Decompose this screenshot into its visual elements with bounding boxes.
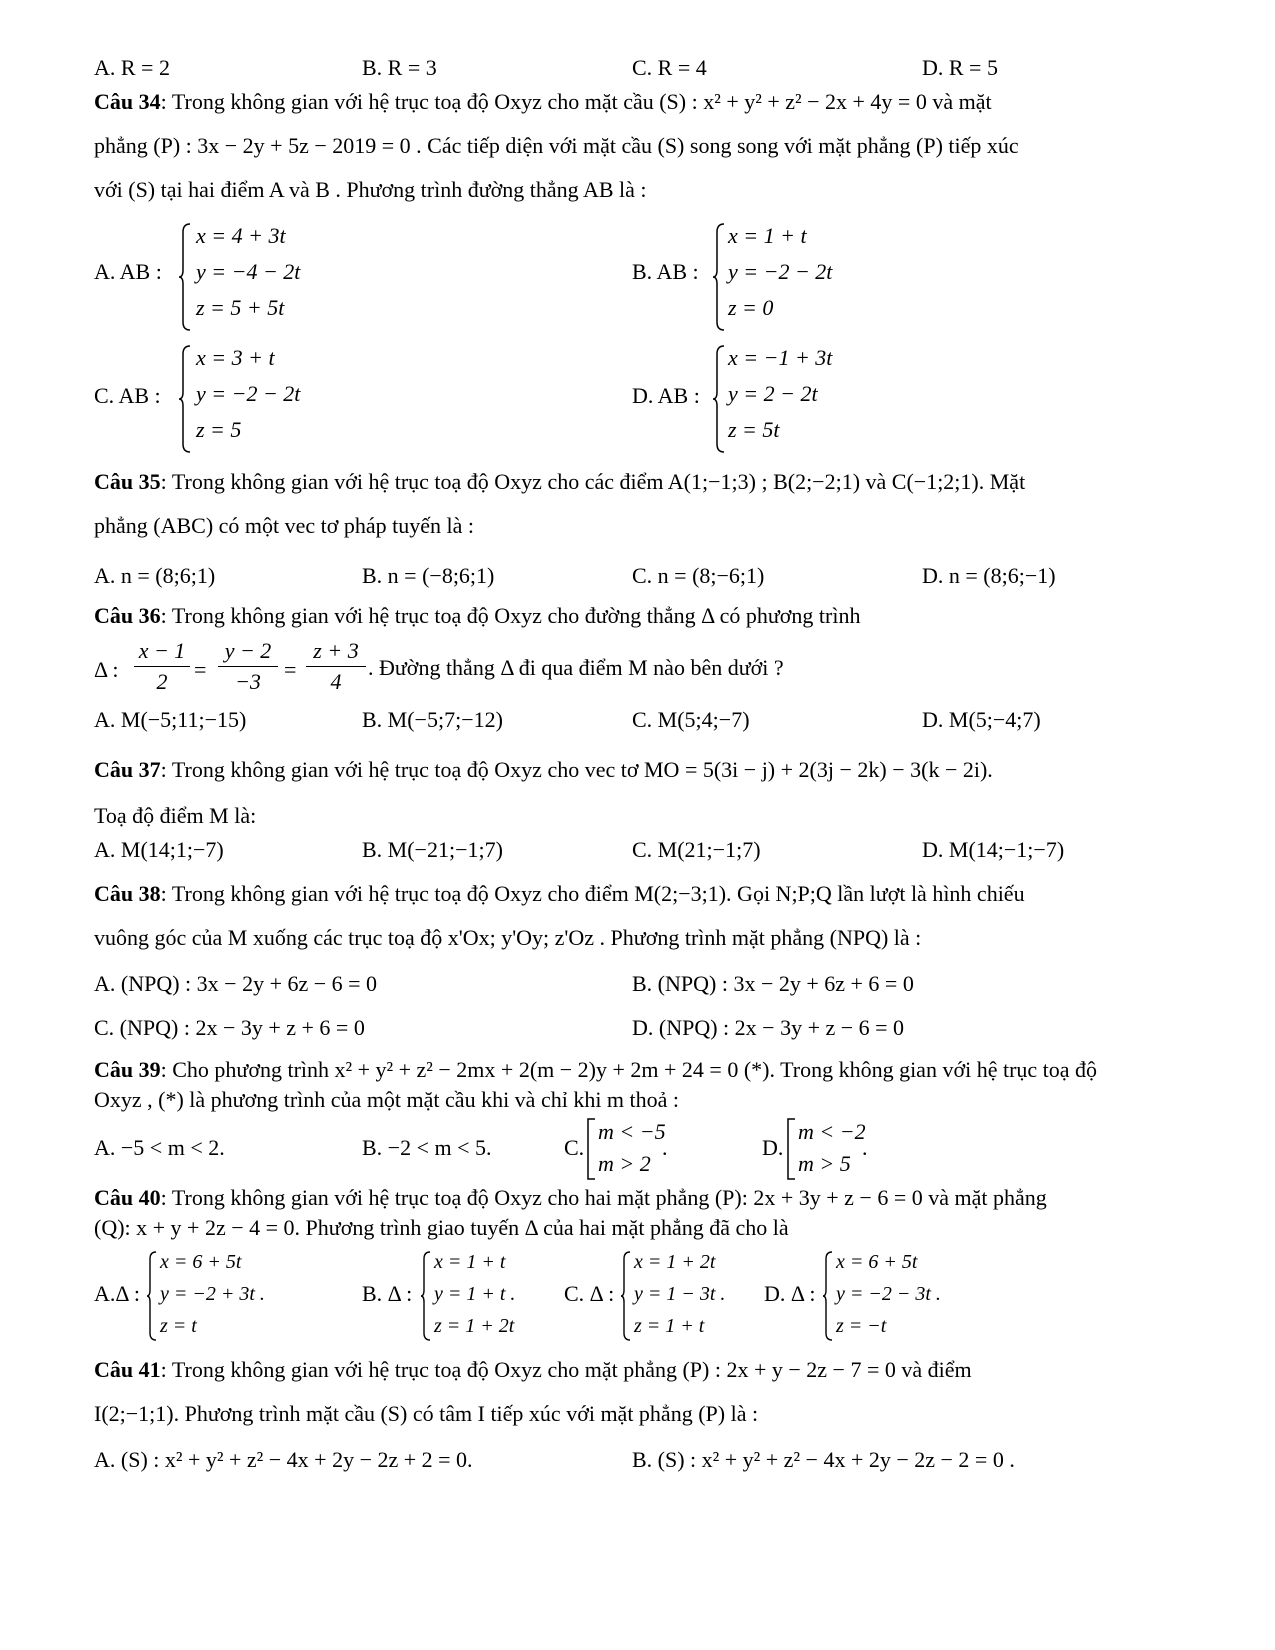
- equation-row: z = t: [160, 1315, 197, 1337]
- question-number: Câu 39: [94, 1057, 161, 1082]
- q39-option-b: B. −2 < m < 5.: [362, 1135, 492, 1160]
- equation-row: x = 6 + 5t: [836, 1251, 918, 1273]
- condition-row: m < −2: [798, 1119, 866, 1144]
- q36-option-a: A. M(−5;11;−15): [94, 707, 247, 732]
- question-number: Câu 35: [94, 469, 161, 494]
- equals-sign: =: [194, 657, 207, 682]
- q36-delta-label: Δ :: [94, 657, 119, 682]
- q36-fraction-z: [306, 638, 366, 695]
- question-number: Câu 36: [94, 603, 161, 628]
- q38-option-d: D. (NPQ) : 2x − 3y + z − 6 = 0: [632, 1015, 905, 1040]
- q34-option-d-label: D. AB :: [632, 383, 700, 408]
- equation-row: z = 5: [196, 417, 242, 442]
- q35-line-2: phẳng (ABC) có một vec tơ pháp tuyến là :: [94, 513, 475, 538]
- brace-icon: [146, 1250, 158, 1342]
- q38-option-b: B. (NPQ) : 3x − 2y + 6z + 6 = 0: [632, 971, 914, 996]
- equation-row: y = −2 − 2t: [728, 259, 833, 284]
- bracket-icon: [786, 1118, 796, 1180]
- q35-line-1: Câu 35: Trong không gian với hệ trục toạ độ Oxyz cho các điểm A(1;−1;3) ; B(2;−2;1) và C(−1;2;1). Mặt: [94, 469, 1026, 494]
- question-number: Câu 41: [94, 1357, 161, 1382]
- fraction-bar: [134, 666, 190, 667]
- brace-icon: [178, 222, 192, 332]
- bracket-icon: [586, 1118, 596, 1180]
- period: .: [662, 1135, 668, 1160]
- brace-icon: [620, 1250, 632, 1342]
- fraction-bar: [306, 666, 366, 667]
- q37-option-d: D. M(14;−1;−7): [922, 837, 1065, 862]
- question-number: Câu 40: [94, 1185, 161, 1210]
- numerator: z + 3: [313, 638, 359, 663]
- equation-row: z = 1 + t: [634, 1315, 705, 1337]
- equation-row: y = −2 + 3t .: [160, 1283, 265, 1305]
- equation-row: x = 6 + 5t: [160, 1251, 242, 1273]
- q39-option-c-label: C.: [564, 1135, 585, 1160]
- q36-option-d: D. M(5;−4;7): [922, 707, 1041, 732]
- equation-row: y = 1 + t .: [434, 1283, 516, 1305]
- q35-option-b: B. n = (−8;6;1): [362, 563, 495, 588]
- q33-option-c: C. R = 4: [632, 55, 707, 80]
- q36-tail: . Đường thẳng Δ đi qua điểm M nào bên dưới ?: [368, 655, 784, 680]
- q36-option-b: B. M(−5;7;−12): [362, 707, 503, 732]
- q34-option-b-label: B. AB :: [632, 259, 699, 284]
- q36-option-c: C. M(5;4;−7): [632, 707, 750, 732]
- q40-option-c-label: C. Δ :: [564, 1281, 615, 1306]
- q37-option-b: B. M(−21;−1;7): [362, 837, 503, 862]
- q36-fraction-x: [134, 638, 190, 695]
- q40-option-b-label: B. Δ :: [362, 1281, 413, 1306]
- q41-line-1: Câu 41: Trong không gian với hệ trục toạ độ Oxyz cho mặt phẳng (P) : 2x + y − 2z − 7 = 0 và điểm: [94, 1357, 972, 1382]
- q41-line-2: I(2;−1;1). Phương trình mặt cầu (S) có tâm I tiếp xúc với mặt phẳng (P) là :: [94, 1401, 759, 1426]
- equation-row: z = −t: [836, 1315, 887, 1337]
- q39-option-d-label: D.: [762, 1135, 784, 1160]
- equation-row: y = −4 − 2t: [196, 259, 301, 284]
- question-number: Câu 37: [94, 757, 161, 782]
- q33-option-b: B. R = 3: [362, 55, 437, 80]
- q40-option-a-label: A.Δ :: [94, 1281, 140, 1306]
- q37-line-1: Câu 37: Trong không gian với hệ trục toạ độ Oxyz cho vec tơ MO = 5(3i − j) + 2(3j − 2k) − 3(k − 2i).: [94, 757, 993, 782]
- condition-row: m > 2: [598, 1151, 651, 1176]
- equation-row: y = −2 − 2t: [196, 381, 301, 406]
- q40-line-1: Câu 40: Trong không gian với hệ trục toạ độ Oxyz cho hai mặt phẳng (P): 2x + 3y + z − 6 = 0 và mặt phẳng: [94, 1185, 1047, 1210]
- equation-row: y = 1 − 3t .: [634, 1283, 726, 1305]
- question-number: Câu 38: [94, 881, 161, 906]
- q35-option-a: A. n = (8;6;1): [94, 563, 216, 588]
- q37-option-a: A. M(14;1;−7): [94, 837, 224, 862]
- equals-sign: =: [284, 657, 297, 682]
- question-number: Câu 34: [94, 89, 161, 114]
- brace-icon: [178, 344, 192, 454]
- q38-line-1: Câu 38: Trong không gian với hệ trục toạ độ Oxyz cho điểm M(2;−3;1). Gọi N;P;Q lần lượt là hình chiếu: [94, 881, 1025, 906]
- equation-row: z = 5 + 5t: [196, 295, 285, 320]
- q41-option-b: B. (S) : x² + y² + z² − 4x + 2y − 2z − 2 = 0 .: [632, 1447, 1015, 1472]
- q37-option-c: C. M(21;−1;7): [632, 837, 761, 862]
- q34-line-3: với (S) tại hai điểm A và B . Phương trình đường thẳng AB là :: [94, 177, 647, 202]
- period: .: [862, 1135, 868, 1160]
- equation-row: z = 5t: [728, 417, 780, 442]
- q40-option-d-label: D. Δ :: [764, 1281, 816, 1306]
- q39-option-a: A. −5 < m < 2.: [94, 1135, 225, 1160]
- denominator: 4: [330, 669, 342, 694]
- brace-icon: [712, 344, 726, 454]
- brace-icon: [822, 1250, 834, 1342]
- condition-row: m > 5: [798, 1151, 851, 1176]
- equation-row: x = 3 + t: [196, 345, 275, 370]
- equation-row: x = 1 + 2t: [634, 1251, 716, 1273]
- numerator: y − 2: [224, 638, 272, 663]
- q34-option-a-label: A. AB :: [94, 259, 162, 284]
- equation-row: x = 4 + 3t: [196, 223, 286, 248]
- equation-row: x = 1 + t: [434, 1251, 506, 1273]
- q36-line-1: Câu 36: Trong không gian với hệ trục toạ độ Oxyz cho đường thẳng Δ có phương trình: [94, 603, 861, 628]
- q35-option-c: C. n = (8;−6;1): [632, 563, 765, 588]
- q41-option-a: A. (S) : x² + y² + z² − 4x + 2y − 2z + 2 = 0.: [94, 1447, 473, 1472]
- brace-icon: [420, 1250, 432, 1342]
- q40-line-2: (Q): x + y + 2z − 4 = 0. Phương trình giao tuyến Δ của hai mặt phẳng đã cho là: [94, 1215, 789, 1240]
- q39-line-2: Oxyz , (*) là phương trình của một mặt cầu khi và chỉ khi m thoả :: [94, 1087, 680, 1112]
- equation-row: x = 1 + t: [728, 223, 807, 248]
- equation-row: y = −2 − 3t .: [836, 1283, 941, 1305]
- q34-option-c-label: C. AB :: [94, 383, 161, 408]
- q33-option-d: D. R = 5: [922, 55, 998, 80]
- equation-row: x = −1 + 3t: [728, 345, 833, 370]
- q36-fraction-y: [218, 638, 278, 695]
- condition-row: m < −5: [598, 1119, 666, 1144]
- q38-line-2: vuông góc của M xuống các trục toạ độ x'Ox; y'Oy; z'Oz . Phương trình mặt phẳng (NPQ) là :: [94, 925, 922, 950]
- denominator: −3: [235, 669, 261, 694]
- denominator: 2: [156, 669, 168, 694]
- q34-line-2: phẳng (P) : 3x − 2y + 5z − 2019 = 0 . Các tiếp diện với mặt cầu (S) song song với mặt phẳng (P) tiếp xúc: [94, 133, 1019, 158]
- numerator: x − 1: [138, 638, 186, 663]
- equation-row: z = 1 + 2t: [434, 1315, 515, 1337]
- fraction-bar: [218, 666, 278, 667]
- brace-icon: [712, 222, 726, 332]
- q38-option-a: A. (NPQ) : 3x − 2y + 6z − 6 = 0: [94, 971, 378, 996]
- q34-line-1: Câu 34: Trong không gian với hệ trục toạ độ Oxyz cho mặt cầu (S) : x² + y² + z² − 2x + 4y = 0 và mặt: [94, 89, 992, 114]
- equation-row: y = 2 − 2t: [728, 381, 818, 406]
- q38-option-c: C. (NPQ) : 2x − 3y + z + 6 = 0: [94, 1015, 365, 1040]
- q35-option-d: D. n = (8;6;−1): [922, 563, 1056, 588]
- q39-line-1: Câu 39: Cho phương trình x² + y² + z² − 2mx + 2(m − 2)y + 2m + 24 = 0 (*). Trong không gian với hệ trục toạ độ: [94, 1057, 1098, 1082]
- q33-option-a: A. R = 2: [94, 55, 170, 80]
- equation-row: z = 0: [728, 295, 774, 320]
- q37-line-2: Toạ độ điểm M là:: [94, 803, 257, 828]
